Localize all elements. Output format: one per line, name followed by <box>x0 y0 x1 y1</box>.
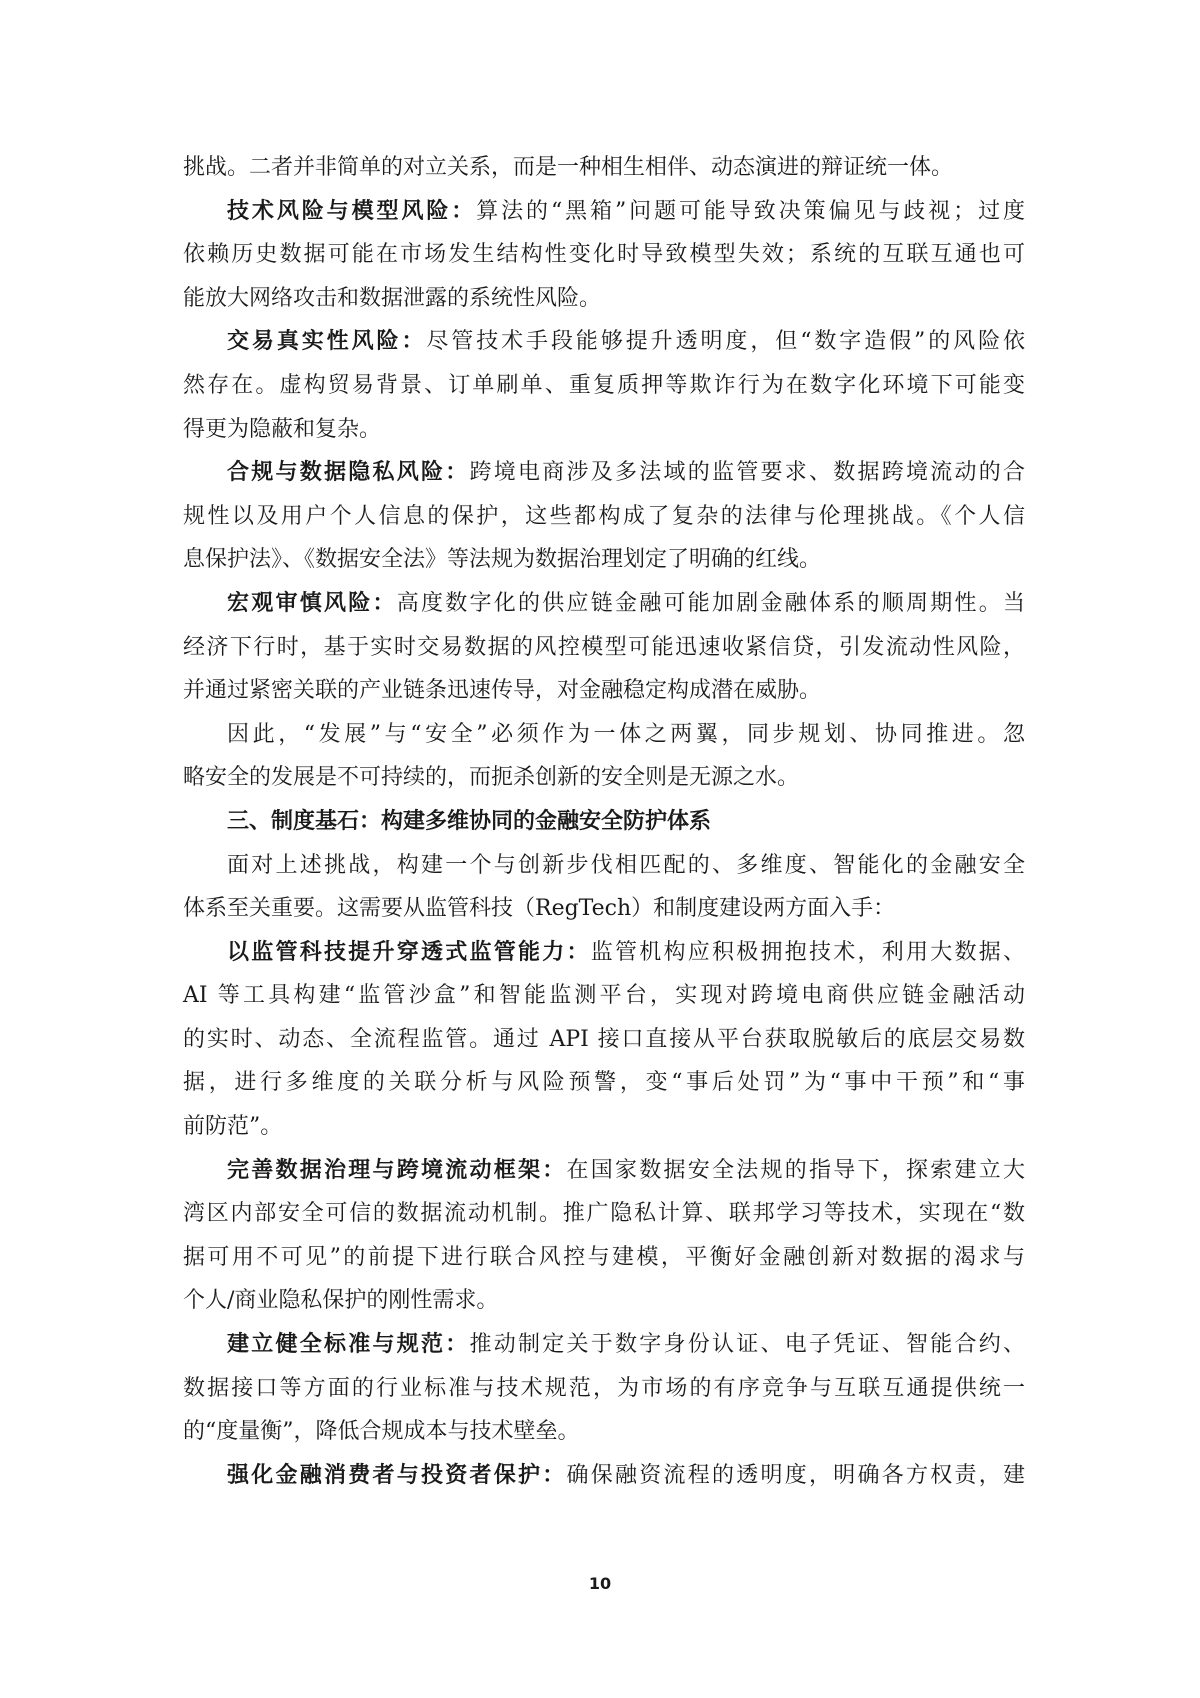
body-text-line: 然存在。虚构贸易背景、订单刷单、重复质押等欺诈行为在数字化环境下可能变 <box>183 372 1025 398</box>
body-text-line: 挑战。二者并非简单的对立关系，而是一种相生相伴、动态演进的辩证统一体。 <box>183 155 954 180</box>
body-text: 尽管技术手段能够提升透明度，但“数字造假”的风险依 <box>426 329 1025 355</box>
paragraph-title: 建立健全标准与规范： <box>227 1331 470 1358</box>
body-text: 高度数字化的供应链金融可能加剧金融体系的顺周期性。当 <box>396 590 1025 616</box>
body-text-line: 能放大网络攻击和数据泄露的系统性风险。 <box>183 285 602 311</box>
body-text-line: 体系至关重要。这需要从监管科技（RegTech）和制度建设两方面入手： <box>183 896 896 922</box>
paragraph-first-line <box>183 320 1025 364</box>
paragraph-title: 以监管科技提升穿透式监管能力： <box>227 938 591 965</box>
body-text-line: 因此，“发展”与“安全”必须作为一体之两翼，同步规划、协同推进。忽 <box>227 721 1025 747</box>
body-text-line: 据，进行多维度的关联分析与风险预警，变“事后处罚”为“事中干预”和“事 <box>183 1070 1025 1096</box>
body-text: 在国家数据安全法规的指导下，探索建立大 <box>566 1157 1025 1183</box>
body-text-line: AI 等工具构建“监管沙盒”和智能监测平台，实现对跨境电商供应链金融活动 <box>183 983 1025 1009</box>
paragraph-first-line <box>183 1323 1025 1367</box>
body-text-line: 前防范”。 <box>183 1114 283 1140</box>
paragraph-first-line <box>183 582 1025 626</box>
body-text-line: 略安全的发展是不可持续的，而扼杀创新的安全则是无源之水。 <box>183 765 800 791</box>
body-text: 跨境电商涉及多法域的监管要求、数据跨境流动的合 <box>469 460 1025 486</box>
paragraph-title: 宏观审慎风险： <box>227 589 397 616</box>
body-text-line: 息保护法》、《数据安全法》等法规为数据治理划定了明确的红线。 <box>183 547 822 573</box>
body-text-line: 得更为隐蔽和复杂。 <box>183 416 382 442</box>
body-text-line: 数据接口等方面的行业标准与技术规范，为市场的有序竞争与互联互通提供统一 <box>183 1375 1025 1401</box>
paragraph-first-line <box>183 931 1025 975</box>
body-text-line: 面对上述挑战，构建一个与创新步伐相匹配的、多维度、智能化的金融安全 <box>227 852 1025 878</box>
body-text: 推动制定关于数字身份认证、电子凭证、智能合约、 <box>469 1332 1025 1358</box>
section-heading: 三、制度基石：构建多维协同的金融安全防护体系 <box>227 807 712 834</box>
paragraph-first-line <box>183 1149 1025 1193</box>
paragraph-first-line <box>183 451 1025 495</box>
body-text-line: 并通过紧密关联的产业链条迅速传导，对金融稳定构成潜在威胁。 <box>183 678 822 704</box>
body-text: 算法的“黑箱”问题可能导致决策偏见与歧视；过度 <box>476 198 1025 224</box>
page-number: 10 <box>588 1574 612 1593</box>
body-text-line: 经济下行时，基于实时交易数据的风控模型可能迅速收紧信贷，引发流动性风险， <box>183 634 1025 660</box>
body-text-line: 湾区内部安全可信的数据流动机制。推广隐私计算、联邦学习等技术，实现在“数 <box>183 1201 1025 1227</box>
paragraph-title: 强化金融消费者与投资者保护： <box>227 1461 567 1488</box>
paragraph-title: 合规与数据隐私风险： <box>227 459 470 486</box>
body-text-line: 的“度量衡”，降低合规成本与技术壁垒。 <box>183 1419 580 1445</box>
paragraph-title: 技术风险与模型风险： <box>227 197 477 224</box>
paragraph-first-line <box>183 190 1025 234</box>
body-text-line: 据可用不可见”的前提下进行联合风控与建模，平衡好金融创新对数据的渴求与 <box>183 1244 1025 1270</box>
paragraph-first-line <box>183 1454 1025 1498</box>
body-text-line: 依赖历史数据可能在市场发生结构性变化时导致模型失效；系统的互联互通也可 <box>183 242 1025 268</box>
body-text-line: 的实时、动态、全流程监管。通过 API 接口直接从平台获取脱敏后的底层交易数 <box>183 1026 1025 1052</box>
paragraph-title: 交易真实性风险： <box>227 328 427 355</box>
document-page <box>183 146 1025 1497</box>
body-text-line: 个人/商业隐私保护的刚性需求。 <box>183 1288 499 1314</box>
paragraph-title: 完善数据治理与跨境流动框架： <box>227 1156 567 1183</box>
body-text: 确保融资流程的透明度，明确各方权责，建 <box>566 1462 1025 1488</box>
body-text: 监管机构应积极拥抱技术，利用大数据、 <box>590 939 1025 965</box>
body-text-line: 规性以及用户个人信息的保护，这些都构成了复杂的法律与伦理挑战。《个人信 <box>183 503 1025 529</box>
